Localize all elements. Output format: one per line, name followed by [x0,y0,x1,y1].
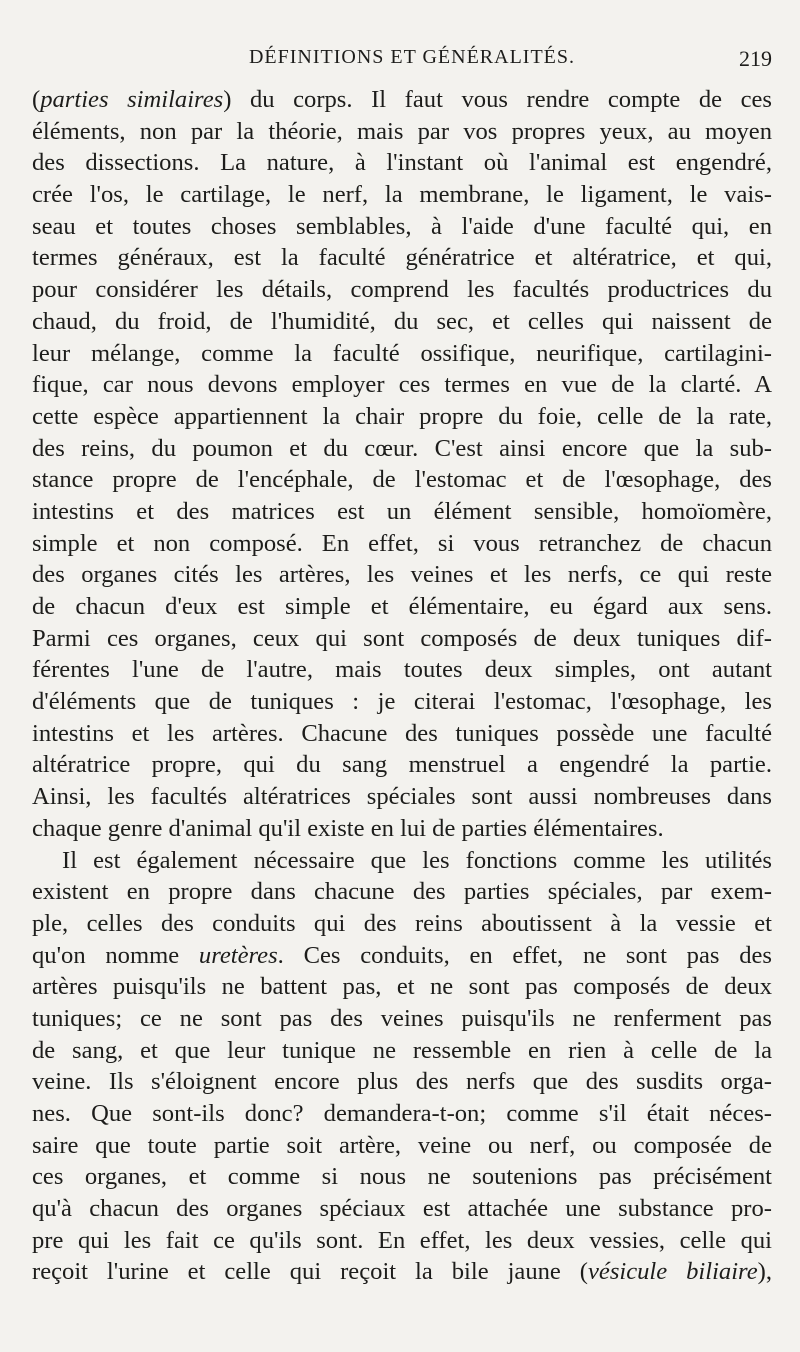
line-text: existent en propre dans chacune des parties spéciales, par exem- [32,878,772,906]
text-line [32,1256,772,1288]
running-title: DÉFINITIONS ET GÉNÉRALITÉS. [248,46,576,68]
line-text: pre qui les fait ce qu'ils sont. En effet, les deux vessies, celle qui [32,1226,772,1254]
text-line [32,1193,772,1225]
line-text: de chacun d'eux est simple et élémentaire, eu égard aux sens. [32,593,772,620]
italic-term: vésicule biliaire [587,1258,758,1286]
text-line [32,211,772,243]
text-line [32,876,772,908]
text-line [32,908,772,940]
line-text: des dissections. La nature, à l'instant où l'animal est engendré, [32,149,772,177]
line-text: chaud, du froid, de l'humidité, du sec, et celles qui naissent de [32,307,772,335]
text-line [32,813,772,845]
line-text: saire que toute partie soit artère, veine ou nerf, ou composée de [32,1131,772,1159]
text-line [32,940,772,972]
line-text: ple, celles des conduits qui des reins aboutissent à la vessie et [32,909,772,937]
line-text: termes généraux, est la faculté génératrice et altératrice, et qui, [32,244,772,272]
text-line [32,686,772,718]
line-text: éléments, non par la théorie, mais par vos propres yeux, au moyen [32,117,772,145]
body-text [32,84,772,1288]
line-text: ), [757,1258,772,1286]
text-line [32,274,772,306]
text-line [32,306,772,338]
book-page [32,46,772,1288]
line-text: de sang, et que leur tunique ne ressemble en rien à celle de la [32,1036,772,1064]
line-text: Il est également nécessaire que les fonctions comme les utilités [62,846,772,874]
running-head [32,46,772,76]
text-line [32,528,772,560]
text-line [32,1003,772,1035]
line-text: intestins et les artères. Chacune des tuniques possède une faculté [32,719,772,747]
line-text: artères puisqu'ils ne battent pas, et ne sont pas composés de deux [32,973,772,1001]
text-line [32,1066,772,1098]
line-text: Ainsi, les facultés altératrices spéciales sont aussi nombreuses dans [32,783,772,811]
text-line [32,591,772,623]
line-text: leur mélange, comme la faculté ossifique, neurifique, cartilagini- [32,339,772,367]
text-line [32,559,772,591]
text-line [32,623,772,655]
text-line [32,971,772,1003]
text-line [32,1225,772,1257]
text-line [32,147,772,179]
line-text: reçoit l'urine et celle qui reçoit la bile jaune ( [32,1258,588,1286]
text-line [32,1161,772,1193]
line-text: des organes cités les artères, les veines et les nerfs, ce qui reste [32,561,772,589]
text-line [32,749,772,781]
line-text: des reins, du poumon et du cœur. C'est ainsi encore que la sub- [32,434,772,462]
text-line [32,464,772,496]
line-text: férentes l'une de l'autre, mais toutes deux simples, ont autant [32,656,772,684]
text-line [32,1098,772,1130]
line-text: ) du corps. Il faut vous rendre compte de ces [223,86,772,113]
line-text: seau et toutes choses semblables, à l'aide d'une faculté qui, en [32,212,772,240]
line-text: ces organes, et comme si nous ne soutenions pas précisément [32,1163,772,1191]
line-text: . Ces conduits, en effet, ne sont pas des [277,941,772,969]
line-text: d'éléments que de tuniques : je citerai l'estomac, l'œsophage, les [32,688,772,716]
italic-term: parties similaires [40,86,224,113]
line-text: Parmi ces organes, ceux qui sont composés de deux tuniques dif- [32,624,772,652]
line-text: simple et non composé. En effet, si vous retranchez de chacun [32,529,772,557]
line-text: chaque genre d'animal qu'il existe en lui de parties élémentaires. [32,814,664,842]
line-text: tuniques; ce ne sont pas des veines puisqu'ils ne renferment pas [32,1004,772,1032]
text-line [32,179,772,211]
text-line [32,845,772,877]
italic-term: uretères [198,941,278,969]
text-line [32,781,772,813]
text-line [32,116,772,148]
text-line [32,654,772,686]
text-line [32,369,772,401]
line-text: nes. Que sont-ils donc? demandera-t-on; comme s'il était néces- [32,1100,772,1127]
line-text: altératrice propre, qui du sang menstruel a engendré la partie. [32,751,772,779]
text-line [32,496,772,528]
line-text: qu'on nomme [32,941,199,969]
line-text: pour considérer les détails, comprend les facultés productrices du [32,276,772,304]
line-text: veine. Ils s'éloignent encore plus des nerfs que des susdits orga- [32,1068,772,1096]
line-text: crée l'os, le cartilage, le nerf, la membrane, le ligament, le vais- [32,181,772,209]
line-text: ( [32,86,41,113]
line-text: fique, car nous devons employer ces termes en vue de la clarté. A [32,371,772,399]
text-line [32,1130,772,1162]
text-line [32,433,772,465]
text-line [32,718,772,750]
text-line [32,1035,772,1067]
text-line [32,242,772,274]
line-text: qu'à chacun des organes spéciaux est attachée une substance pro- [32,1195,772,1223]
page-number: 219 [739,46,772,71]
line-text: stance propre de l'encéphale, de l'estomac et de l'œsophage, des [32,466,772,494]
text-line [32,401,772,433]
line-text: cette espèce appartiennent la chair propre du foie, celle de la rate, [32,402,772,430]
text-line [32,84,772,116]
line-text: intestins et des matrices est un élément sensible, homoïomère, [32,497,772,525]
text-line [32,338,772,370]
